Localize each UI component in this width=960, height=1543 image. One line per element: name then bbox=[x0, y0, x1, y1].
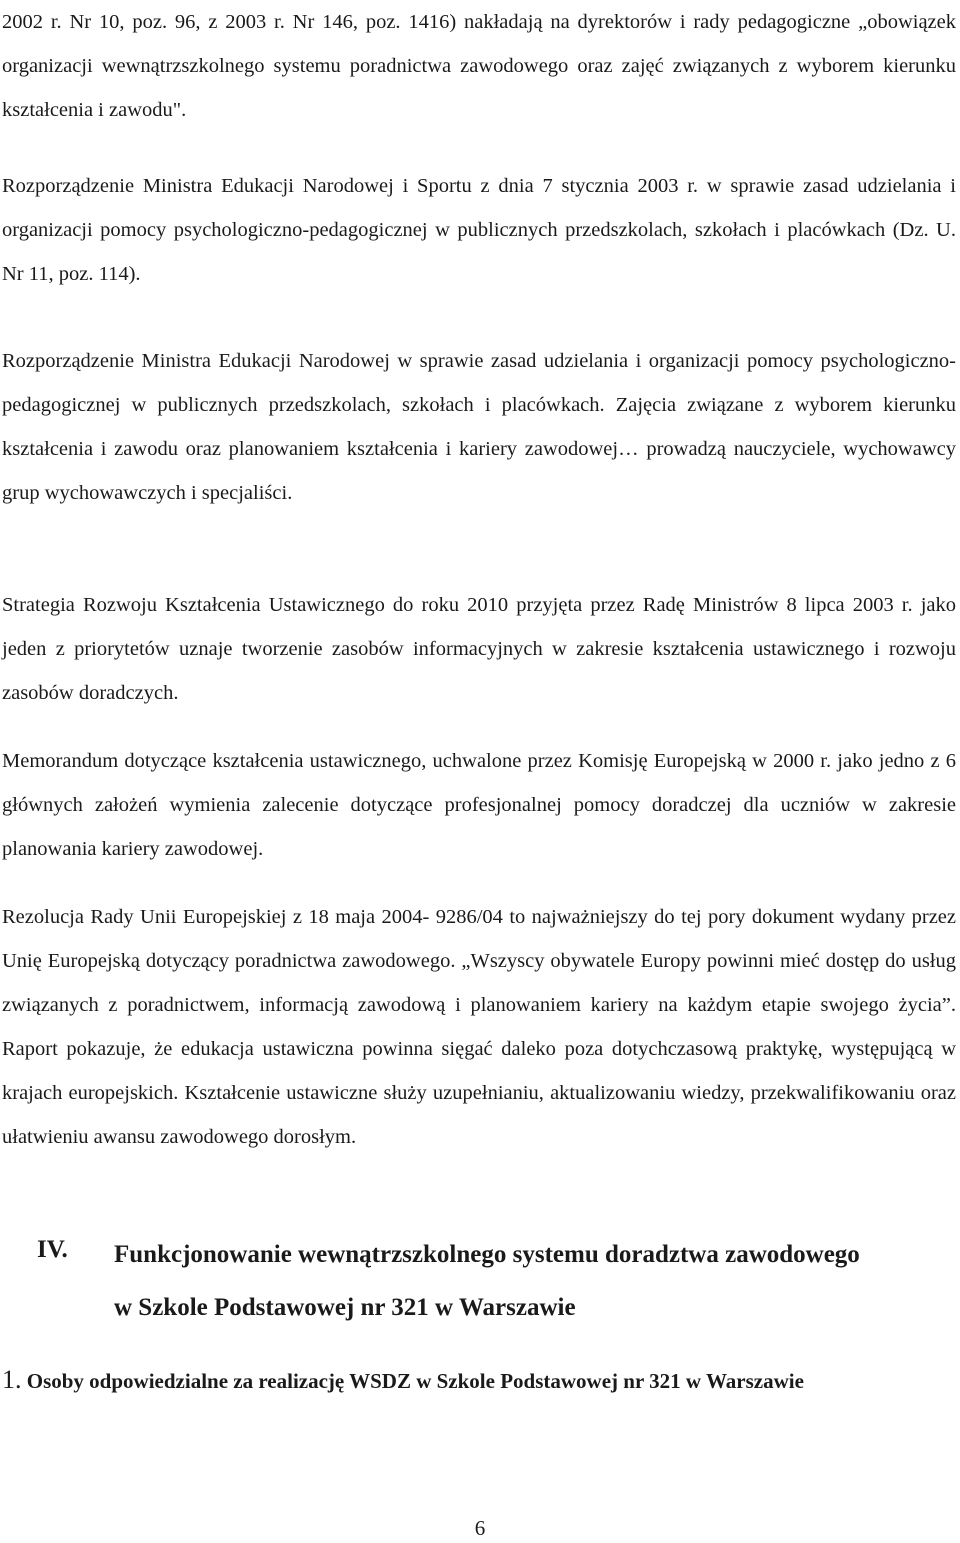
paragraph-memorandum: Memorandum dotyczące kształcenia ustawicznego, uchwalone przez Komisję Europejską w 2000 r. jako jedno z 6 głównych założeń wymienia zalecenie dotyczące profesjonalnej pomocy doradczej dla uczniów w zakresie planowania kariery zawodowej. bbox=[2, 750, 956, 860]
paragraph-regulation-2003: Rozporządzenie Ministra Edukacji Narodowej i Sportu z dnia 7 stycznia 2003 r. w sprawie zasad udzielania i organizacji pomocy psychologiczno-pedagogicznej w publicznych przedszkolach, szkołach i placówkach (Dz. U. Nr 11, poz. 114). bbox=[2, 175, 956, 285]
subsection-title: Osoby odpowiedzialne za realizację WSDZ w Szkole Podstawowej nr 321 w Warszawie bbox=[21, 1369, 804, 1393]
paragraph-regulation-men: Rozporządzenie Ministra Edukacji Narodowej w sprawie zasad udzielania i organizacji pomocy psychologiczno-pedagogicznej w publicznych przedszkolach, szkołach i placówkach. Zajęcia związane z wyborem kierunku kształcenia i zawodu oraz planowaniem kształcenia i kariery zawodowej… prowadzą nauczyciele, wychowawcy grup wychowawczych i specjaliści. bbox=[2, 350, 956, 504]
page-number: 6 bbox=[474, 1516, 486, 1540]
subsection-heading bbox=[2, 1358, 902, 1403]
paragraph-legal-obligation: 2002 r. Nr 10, poz. 96, z 2003 r. Nr 146, poz. 1416) nakładają na dyrektorów i rady pedagogiczne „obowiązek organizacji wewnątrzszkolnego systemu poradnictwa zawodowego oraz zajęć związanych z wyborem kierunku kształcenia i zawodu". bbox=[2, 11, 956, 121]
section-number: IV. bbox=[37, 1236, 68, 1263]
subsection-number: 1. bbox=[2, 1365, 22, 1394]
paragraph-eu-resolution: Rezolucja Rady Unii Europejskiej z 18 maja 2004- 9286/04 to najważniejszy do tej pory dokument wydany przez Unię Europejską dotyczący poradnictwa zawodowego. „Wszyscy obywatele Europy powinni mieć dostęp do usług związanych z poradnictwem, informacją zawodową i planowaniem kariery na każdym etapie swojego życia”. Raport pokazuje, że edukacja ustawiczna powinna sięgać daleko poza dotychczasową praktykę, występującą w krajach europejskich. Kształcenie ustawiczne służy uzupełnianiu, aktualizowaniu wiedzy, przekwalifikowaniu oraz ułatwieniu awansu zawodowego dorosłym. bbox=[2, 906, 956, 1148]
section-title: Funkcjonowanie wewnątrzszkolnego systemu doradztwa zawodowego w Szkole Podstawowej nr 321 w Warszawie bbox=[114, 1241, 860, 1321]
paragraph-strategy-2010: Strategia Rozwoju Kształcenia Ustawicznego do roku 2010 przyjęta przez Radę Ministrów 8 lipca 2003 r. jako jeden z priorytetów uznaje tworzenie zasobów informacyjnych w zakresie kształcenia ustawicznego i rozwoju zasobów doradczych. bbox=[2, 594, 956, 704]
